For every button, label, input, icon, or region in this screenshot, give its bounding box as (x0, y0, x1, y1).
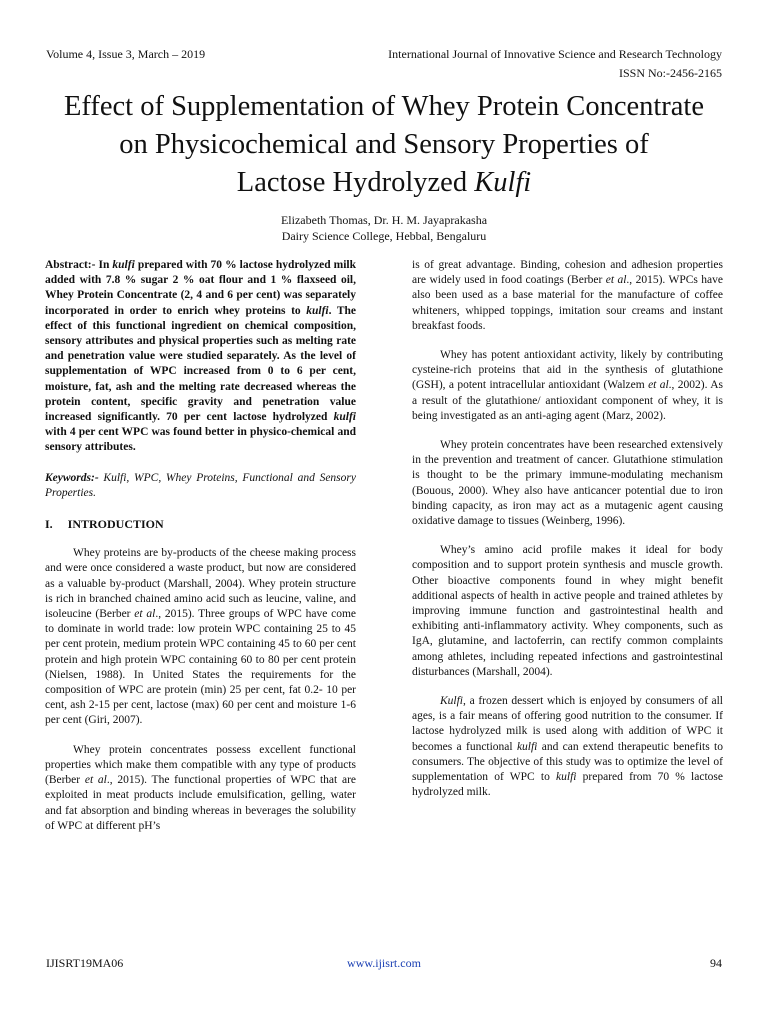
issn: ISSN No:-2456-2165 (618, 66, 722, 80)
footer-url-link[interactable]: www.ijisrt.com (347, 956, 421, 970)
title-line-2: on Physicochemical and Sensory Properties of (119, 129, 649, 160)
title-kulfi: Kulfi (474, 167, 532, 198)
intro-paragraph-1: Whey proteins are by-products of the cheese making process and were once considered a waste product, but now are considered as a valuable by-product (Marshall, 2004). Whey protein structure is rich in branched chained amino acid such as leucine, valine, and isoleucine (Berber et al., 2015). Three groups of WPC have come to dominate in world trade: low protein WPC containing 25 to 45 per cent protein, medium protein WPC containing 45 to 60 per cent protein and high protein WPC containing 60 to 80 per cent protein (Nielsen, 1988). In United States the requirements for the composition of WPC are protein (min) 25 per cent, fat 0.2- 10 per cent, ash 2-15 per cent, lactose (max) 60 per cent and moisture 1-6 per cent (Giri, 2007). (45, 547, 357, 727)
journal-name: International Journal of Innovative Science and Research Technology (388, 47, 722, 61)
abstract-kulfi: kulfi (306, 304, 329, 317)
abstract: Abstract:- In kulfi prepared with 70 % lactose hydrolyzed milk added with 7.8 % sugar 2 % oat flour and 1 % flaxseed oil, Whey Protein Concentrate (2, 4 and 6 per cent) was separately incorporated in order to enrich whey proteins to kulfi. The effect of this functional ingredient on chemical composition, sensory attributes and physical properties such as melting rate and penetration value were studied separately. As the level of supplementation of WPC increased from 0 to 6 per cent, moisture, fat, ash and the melting rate decreased whereas the protein content, specific gravity and penetration value increased significantly. 70 per cent lactose hydrolyzed kulfi with 4 per cent WPC was found better in physico-chemical and sensory attributes. (45, 259, 357, 454)
paper-title (30, 88, 738, 202)
author-affiliation: Dairy Science College, Hebbal, Bengaluru (281, 229, 487, 243)
author-names: Elizabeth Thomas, Dr. H. M. Jayaprakasha (280, 213, 488, 227)
keywords: Keywords:- Kulfi, WPC, Whey Proteins, Functional and Sensory Properties. (45, 471, 356, 499)
right-paragraph-3: Whey protein concentrates have been researched extensively in the prevention and treatment of cancer. Glutathione stimulation is thought to be the primary immune-modulating mechanism (Bouous, 2000). Whey also have anticancer potential due to iron binding capacity, as iron may act as a mutagenic agent causing oxidative damage to tissues (Weinberg, 1996). (412, 439, 723, 528)
page-number: 94 (710, 956, 722, 970)
right-paragraph-4: Whey’s amino acid profile makes it ideal for body composition and to support protein synthesis and muscle growth. Other bioactive components found in whey might benefit additional aspects of health in active people and trained athletes by improving immune function and gastrointestinal health and exhibiting anti-inflammatory activity. Whey components, such as IgA, glutamine, and lactoferrin, can rectify common complaints among athletes, including repeated infections and gastrointestinal disturbances (Marshall, 2004). (412, 544, 723, 678)
section-heading-introduction: I. INTRODUCTION (45, 517, 164, 532)
left-column (45, 258, 356, 834)
volume-issue: Volume 4, Issue 3, March – 2019 (46, 47, 206, 61)
right-column (412, 258, 723, 801)
footer-code: IJISRT19MA06 (46, 956, 124, 970)
right-paragraph-5: Kulfi, a frozen dessert which is enjoyed by consumers of all ages, is a fair means of offering good nutrition to the consumer. If lactose hydrolyzed milk is used along with addition of WPC it becomes a functional kulfi and can extend therapeutic benefits to consumers. The objective of this study was to optimize the level of supplementation of WPC to kulfi prepared from 70 % lactose hydrolyzed milk. (412, 695, 723, 799)
right-paragraph-2: Whey has potent antioxidant activity, likely by contributing cysteine-rich proteins that aid in the synthesis of glutathione (GSH), a potent intracellular antioxidant (Walzem et al., 2002). As a result of the glutathione/ antioxidant component of whey, it is being investigated as an anti-aging agent (Marz, 2002). (412, 349, 723, 422)
abstract-kulfi: kulfi (333, 411, 356, 424)
title-line-3: Lactose Hydrolyzed (236, 167, 475, 198)
right-paragraph-1: is of great advantage. Binding, cohesion and adhesion properties are widely used in food coatings (Berber et al., 2015). WPCs have also been used as a base material for the manufacture of coffee whiteners, whipped toppings, imitation sour creams and instant breakfast foods. (412, 259, 723, 332)
intro-paragraph-2: Whey protein concentrates possess excellent functional properties which make them compatible with any type of products (Berber et al., 2015). The functional properties of WPC that are exploited in meat products include emulsification, gelling, water and fat absorption and binding whereas in beverages the solubility of WPC at different pH’s (45, 743, 357, 832)
abstract-kulfi: kulfi (112, 259, 135, 271)
keywords-label: Keywords:- (45, 471, 99, 484)
title-line-1: Effect of Supplementation of Whey Protein Concentrate (63, 91, 704, 122)
